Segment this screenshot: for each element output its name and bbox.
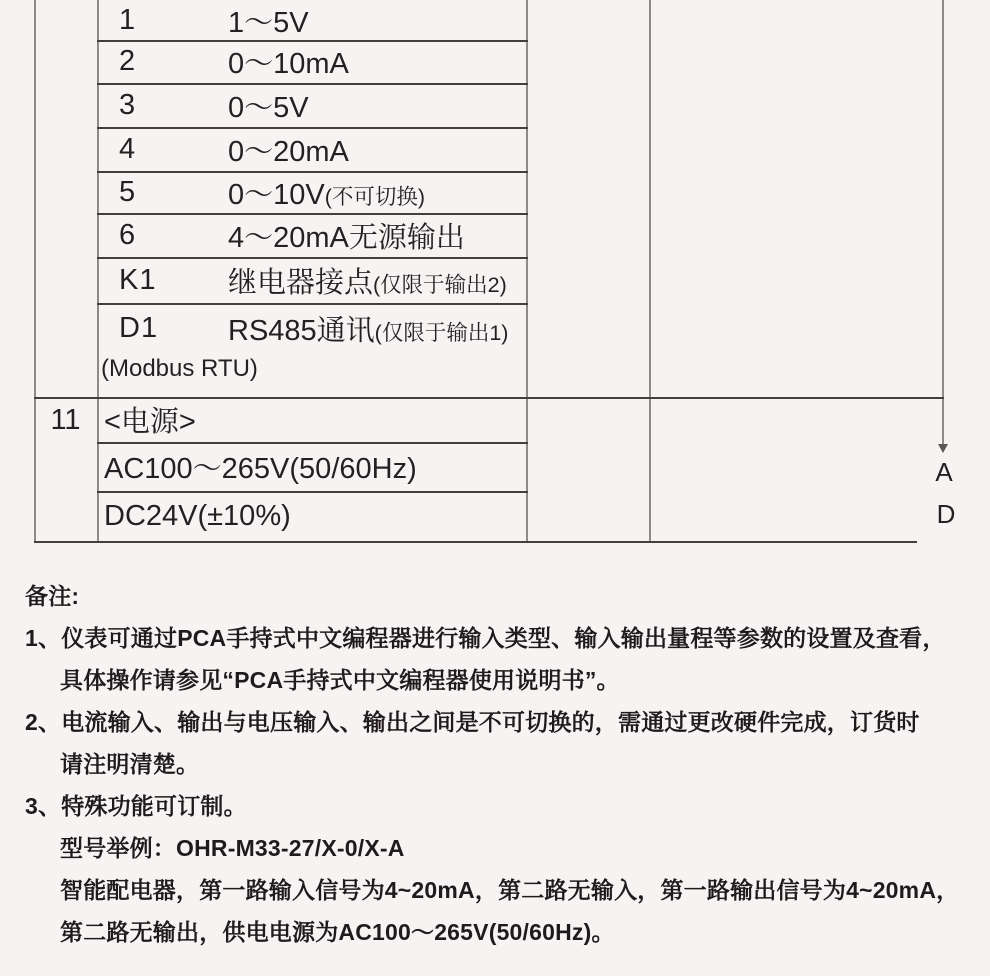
- power-header: <电源>: [104, 406, 196, 438]
- option-desc: [228, 308, 508, 349]
- table-border-desc-right: [526, 0, 528, 542]
- table-row-power-ac: [97, 442, 526, 491]
- table-row-output-D1: [97, 303, 526, 353]
- option-desc-text: 0～20mA: [228, 135, 349, 168]
- option-code: 5: [119, 175, 137, 208]
- option-desc-text: 0～10mA: [228, 48, 349, 80]
- note-example-line-2: 智能配电器，第一路输入信号为4~20mA，第二路无输入，第一路输出信号为4~20mA，: [60, 877, 960, 903]
- option-constraint: (仅限于输出2): [373, 272, 507, 297]
- note-1-line-1: 1、仪表可通过PCA手持式中文编程器进行输入类型、输入输出量程等参数的设置及查看，: [25, 625, 946, 651]
- row-number: 11: [50, 404, 81, 436]
- option-desc-text: 0～5V: [228, 91, 309, 124]
- option-desc-text: 0～10V: [228, 178, 325, 211]
- table-row-output-3: [97, 83, 526, 127]
- note-example-line-3: 第二路无输出，供电电源为AC100～265V(50/60Hz)。: [60, 919, 615, 945]
- table-row-output-2: [97, 40, 526, 83]
- note-3-line-1: 3、特殊功能可订制。: [25, 793, 247, 819]
- power-code-letter-d: D: [936, 499, 956, 529]
- down-arrow-icon: [938, 444, 948, 453]
- option-code: K1: [119, 263, 157, 296]
- power-code-letter-a: A: [935, 457, 953, 487]
- power-option-dc: DC24V(±10%): [104, 499, 291, 532]
- note-1-line-2: 具体操作请参见“PCA手持式中文编程器使用说明书”。: [60, 667, 620, 693]
- table-border-col3: [649, 0, 651, 542]
- table-row-power-dc: [97, 491, 526, 541]
- selection-arrow-line: [942, 0, 944, 446]
- option-desc: [228, 172, 425, 213]
- table-border-left: [34, 0, 36, 542]
- option-desc-text: 1～5V: [228, 6, 309, 39]
- option-subnote-modbus: (Modbus RTU): [101, 355, 258, 382]
- option-desc: [228, 0, 309, 41]
- option-code: D1: [119, 311, 159, 344]
- table-row-output-6: [97, 213, 526, 257]
- table-row-output-5: [97, 171, 526, 213]
- notes-section: [0, 560, 990, 976]
- table-row-output-4: [97, 127, 526, 171]
- option-desc-text: 继电器接点: [228, 266, 374, 299]
- option-desc-text: 4～20mA无源输出: [228, 221, 465, 254]
- table-bottom-border: [34, 541, 917, 543]
- table-row-output-1: [97, 0, 526, 40]
- note-2-line-1: 2、电流输入、输出与电压输入、输出之间是不可切换的，需通过更改硬件完成，订货时: [25, 709, 920, 735]
- option-desc: [228, 129, 349, 170]
- note-2-line-2: 请注明清楚。: [60, 751, 200, 777]
- option-desc: [228, 85, 309, 126]
- option-code: 1: [119, 3, 137, 36]
- table-row-output-K1: [97, 257, 526, 303]
- option-constraint: (不可切换): [324, 184, 426, 209]
- option-code: 3: [119, 88, 137, 121]
- option-code: 4: [119, 132, 137, 165]
- option-desc: [228, 41, 349, 82]
- option-desc: [228, 260, 507, 301]
- option-constraint: (仅限于输出1): [374, 320, 509, 345]
- notes-title: 备注:: [25, 583, 80, 609]
- option-code: 6: [119, 218, 137, 251]
- option-desc-text: RS485通讯: [228, 314, 375, 347]
- option-code: 2: [119, 45, 137, 77]
- note-example-model: 型号举例：OHR-M33-27/X-0/X-A: [60, 835, 405, 861]
- table-row-power-header: [97, 397, 526, 442]
- option-desc: [228, 215, 465, 256]
- power-option-ac: AC100～265V(50/60Hz): [104, 453, 417, 485]
